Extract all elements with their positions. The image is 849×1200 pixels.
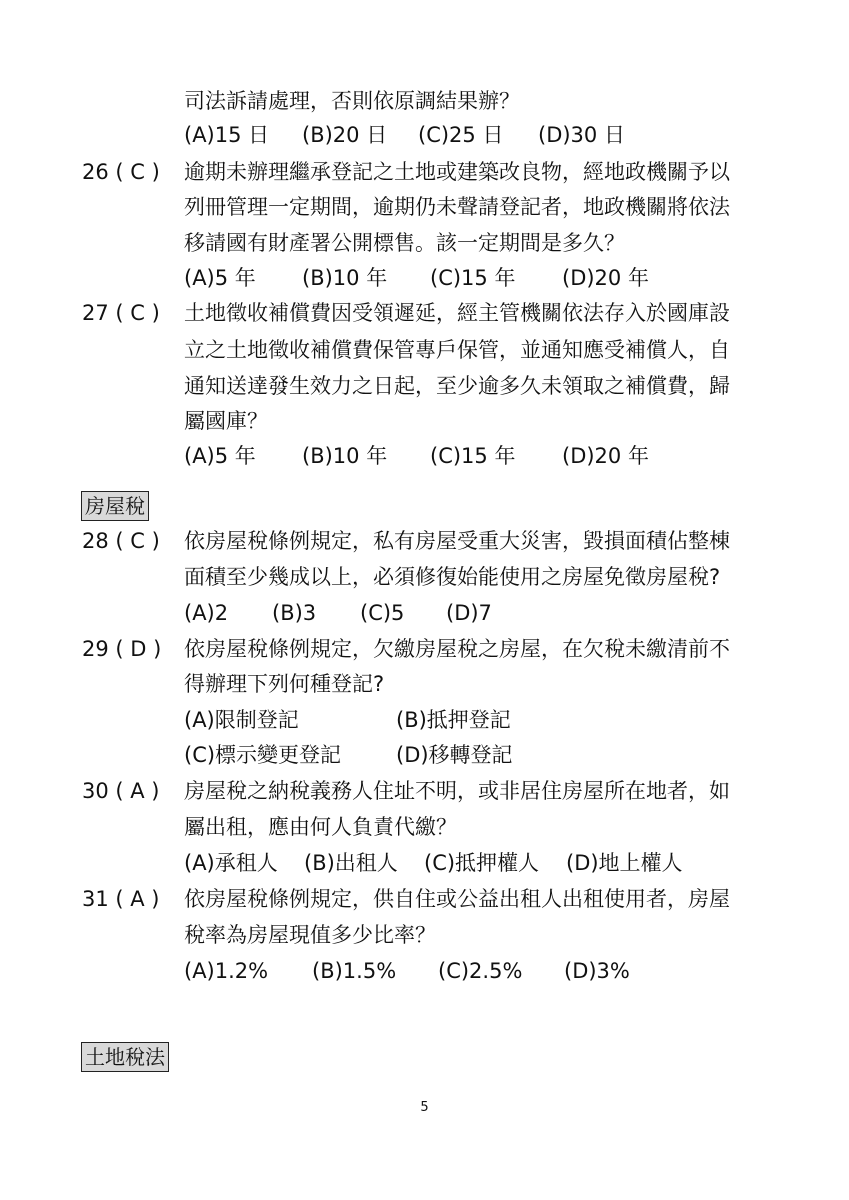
option-b: (B)10 年 [302,266,388,290]
option-b: (B)1.5% [312,959,397,983]
option-b: (B)20 日 [302,123,388,147]
question-number: 29 ( D ) [82,637,162,661]
option-d: (D)3% [564,959,630,983]
question-text-line: 稅率為房屋現值多少比率？ [184,923,436,947]
question-text-line: 屬出租，應由何人負責代繳？ [184,815,457,839]
option-a: (A)5 年 [184,444,256,468]
question-continuation-text: 司法訴請處理，否則依原調結果辦？ [184,89,520,113]
option-c: (C)標示變更登記 [184,743,342,767]
option-b: (B)抵押登記 [396,708,511,732]
question-text-line: 得辦理下列何種登記? [184,672,385,696]
option-b: (B)3 [272,601,317,625]
option-a: (A)承租人 [184,851,278,875]
question-number: 28 ( C ) [82,529,160,553]
option-d: (D)7 [446,601,492,625]
question-number: 26 ( C ) [82,160,160,184]
option-c: (C)25 日 [418,123,504,147]
option-d: (D)20 年 [562,266,649,290]
question-text-line: 逾期未辦理繼承登記之土地或建築改良物，經地政機關予以 [184,160,730,184]
question-text-line: 依房屋稅條例規定，私有房屋受重大災害，毀損面積佔整棟 [184,529,730,553]
option-d: (D)20 年 [562,444,649,468]
question-text-line: 屬國庫？ [184,409,268,433]
option-c: (C)15 年 [430,444,516,468]
option-a: (A)限制登記 [184,708,299,732]
option-c: (C)5 [360,601,405,625]
section-heading-land-tax: 土地稅法 [81,1042,169,1072]
question-number: 31 ( A ) [82,887,160,911]
option-d: (D)地上權人 [566,851,683,875]
option-b: (B)出租人 [304,851,398,875]
option-c: (C)15 年 [430,266,516,290]
question-text-line: 依房屋稅條例規定，供自住或公益出租人出租使用者，房屋 [184,887,730,911]
question-text-line: 移請國有財產署公開標售。該一定期間是多久？ [184,231,625,255]
option-c: (C)2.5% [438,959,523,983]
question-text-line: 列冊管理一定期間，逾期仍未聲請登記者，地政機關將依法 [184,195,730,219]
question-text-line: 通知送達發生效力之日起，至少逾多久未領取之補償費，歸 [184,374,730,398]
option-b: (B)10 年 [302,444,388,468]
option-a: (A)15 日 [184,123,270,147]
question-number: 27 ( C ) [82,301,160,325]
section-heading-house-tax: 房屋稅 [81,491,149,521]
option-c: (C)抵押權人 [424,851,540,875]
option-a: (A)5 年 [184,266,256,290]
option-d: (D)移轉登記 [396,743,513,767]
question-number: 30 ( A ) [82,779,160,803]
option-d: (D)30 日 [538,123,625,147]
question-text-line: 面積至少幾成以上，必須修復始能使用之房屋免徵房屋稅? [184,565,721,589]
question-text-line: 依房屋稅條例規定，欠繳房屋稅之房屋，在欠稅未繳清前不 [184,637,730,661]
page-number: 5 [420,1100,429,1115]
option-a: (A)1.2% [184,959,269,983]
question-text-line: 房屋稅之納稅義務人住址不明，或非居住房屋所在地者，如 [184,779,730,803]
question-text-line: 土地徵收補償費因受領遲延，經主管機關依法存入於國庫設 [184,301,730,325]
option-a: (A)2 [184,601,229,625]
question-text-line: 立之土地徵收補償費保管專戶保管，並通知應受補償人，自 [184,338,730,362]
